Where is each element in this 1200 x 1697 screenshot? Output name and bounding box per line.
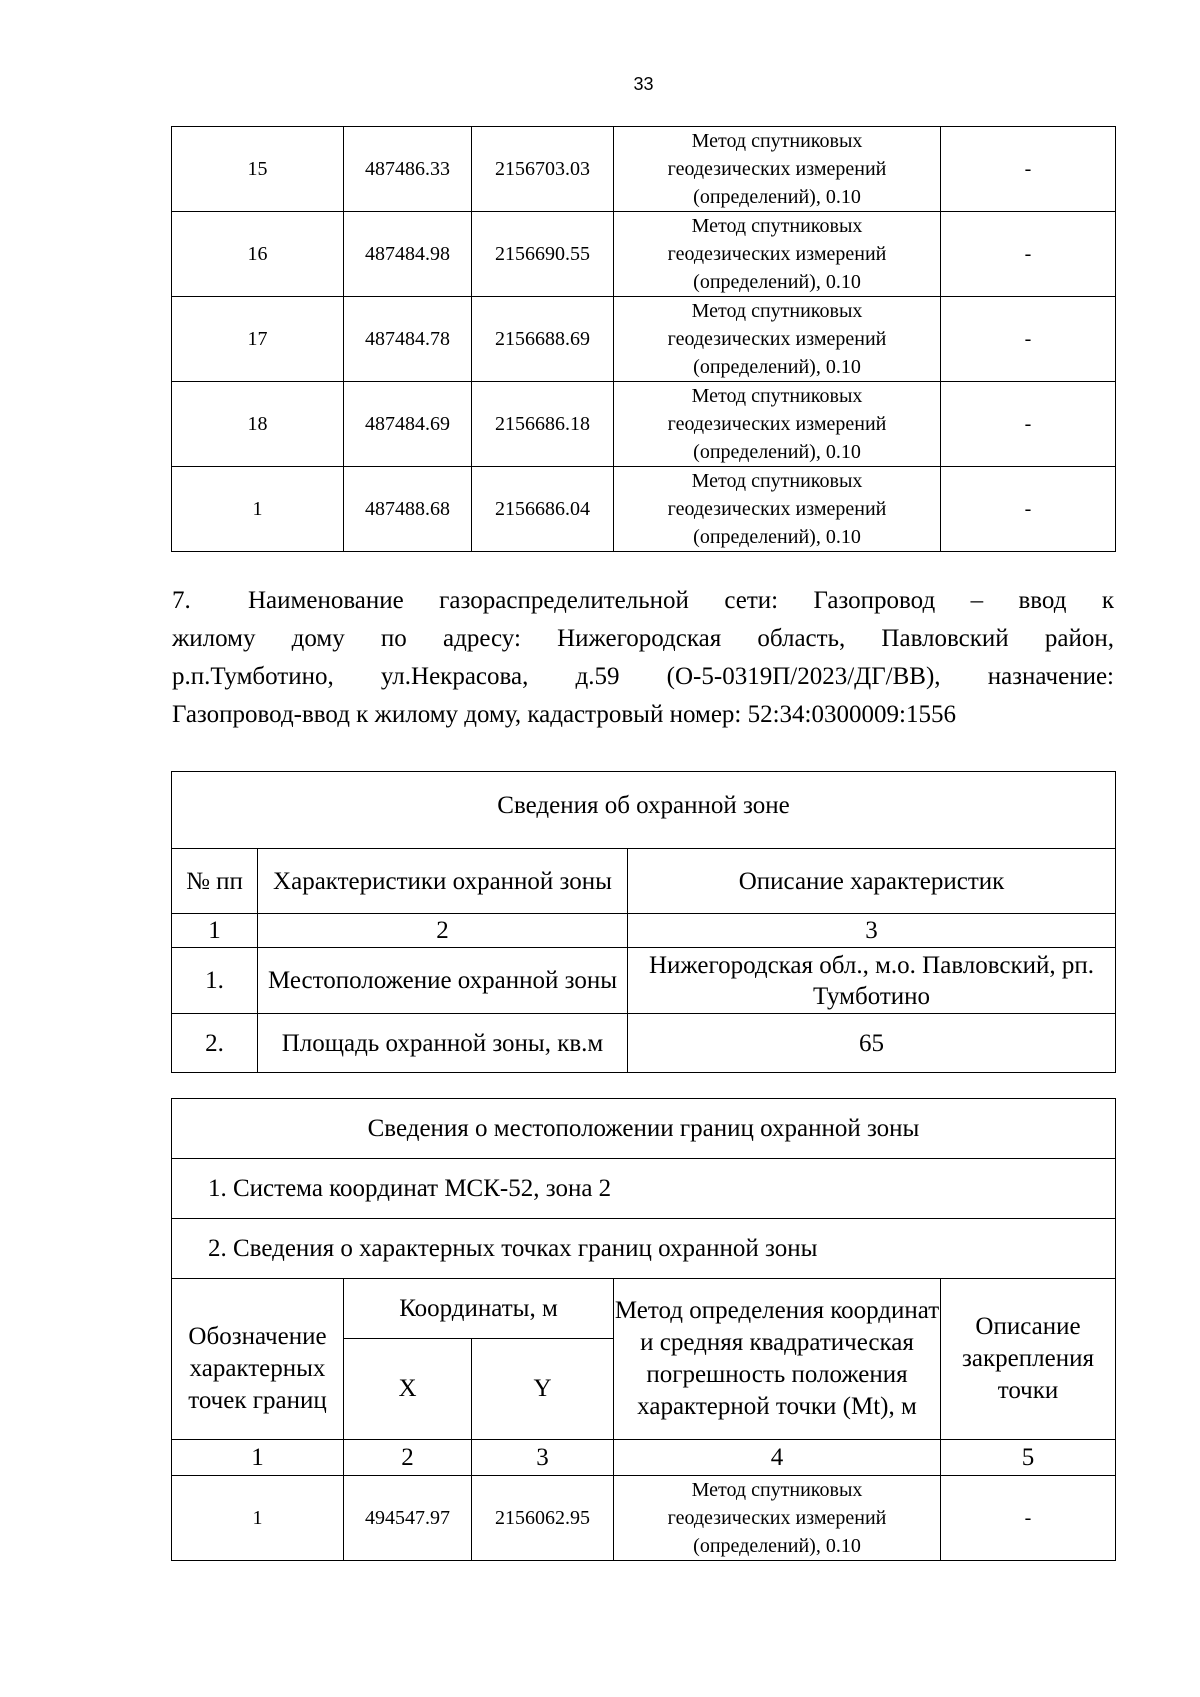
method-line: геодезических измерений [667,243,887,265]
x-cell: 487484.98 [344,212,472,297]
x-cell: 487484.69 [344,382,472,467]
coordinates-table-continued [171,126,1116,552]
protection-zone-table [171,771,1116,1073]
table-row [172,297,1116,382]
index-cell: 1 [172,914,258,948]
method-line: Метод спутниковых [691,470,863,492]
method-cell [614,1476,941,1561]
y-cell: 2156686.18 [472,382,614,467]
paragraph-line: р.п.Тумботино, ул.Некрасова, д.59 (О-5-0319П/2023/ДГ/ВВ), назначение: [172,663,1114,690]
boundary-table [171,1098,1116,1561]
table-row [172,467,1116,552]
method-line: (определений), 0.10 [693,186,861,208]
x-cell: 494547.97 [344,1476,472,1561]
row-characteristic: Местоположение охранной зоны [258,948,628,1014]
header-description: Описание закрепления точки [941,1279,1116,1440]
index-cell: 1 [172,1440,344,1476]
row-description: Нижегородская обл., м.о. Павловский, рп. Тумботино [628,948,1116,1014]
method-line: Метод спутниковых [691,130,863,152]
method-line: (определений), 0.10 [693,526,861,548]
y-cell: 2156062.95 [472,1476,614,1561]
method-line: Метод спутниковых [691,215,863,237]
method-line: геодезических измерений [667,328,887,350]
table-row [172,127,1116,212]
method-line: (определений), 0.10 [693,356,861,378]
index-cell: 5 [941,1440,1116,1476]
point-cell: 1 [172,467,344,552]
point-cell: 1 [172,1476,344,1561]
table-row [172,1014,1116,1073]
method-line: Метод спутниковых [691,385,863,407]
method-line: (определений), 0.10 [693,1535,861,1557]
method-line: геодезических измерений [667,1507,887,1529]
header-x: X [344,1339,472,1440]
index-cell: 4 [614,1440,941,1476]
method-cell [614,212,941,297]
point-cell: 18 [172,382,344,467]
description-cell: - [941,297,1116,382]
method-line: геодезических измерений [667,158,887,180]
section-number: 7. [172,587,191,614]
paragraph-line: Газопровод-ввод к жилому дому, кадастровый номер: 52:34:0300009:1556 [172,701,956,728]
method-cell [614,382,941,467]
index-cell: 2 [258,914,628,948]
description-cell: - [941,1476,1116,1561]
zone-table-title: Сведения об охранной зоне [172,772,1116,849]
method-cell [614,297,941,382]
row-description: 65 [628,1014,1116,1073]
paragraph-line: 7. Наименование газораспределительной сети: Газопровод – ввод к [172,582,1114,620]
x-cell: 487486.33 [344,127,472,212]
x-cell: 487484.78 [344,297,472,382]
x-cell: 487488.68 [344,467,472,552]
y-cell: 2156690.55 [472,212,614,297]
point-cell: 15 [172,127,344,212]
description-cell: - [941,382,1116,467]
header-coordinates: Координаты, м [344,1279,614,1339]
table-row [172,212,1116,297]
description-cell: - [941,127,1116,212]
method-line: геодезических измерений [667,498,887,520]
index-cell: 3 [628,914,1116,948]
header-number: № пп [172,849,258,914]
row-characteristic: Площадь охранной зоны, кв.м [258,1014,628,1073]
y-cell: 2156688.69 [472,297,614,382]
row-number: 1. [172,948,258,1014]
method-cell [614,467,941,552]
header-characteristic: Характеристики охранной зоны [258,849,628,914]
index-cell: 2 [344,1440,472,1476]
page-number: 33 [633,74,654,94]
section-7-paragraph [172,582,1114,734]
description-cell: - [941,467,1116,552]
method-line: геодезических измерений [667,413,887,435]
header-point: Обозначение характерных точек границ [172,1279,344,1440]
header-description: Описание характеристик [628,849,1116,914]
method-line: Метод спутниковых [691,1479,863,1501]
point-cell: 17 [172,297,344,382]
points-title: 2. Сведения о характерных точках границ охранной зоны [172,1219,1116,1279]
table-row [172,382,1116,467]
point-cell: 16 [172,212,344,297]
y-cell: 2156703.03 [472,127,614,212]
method-line: Метод спутниковых [691,300,863,322]
description-cell: - [941,212,1116,297]
method-cell [614,127,941,212]
row-number: 2. [172,1014,258,1073]
header-y: Y [472,1339,614,1440]
method-line: (определений), 0.10 [693,271,861,293]
paragraph-line: жилому дому по адресу: Нижегородская область, Павловский район, [172,625,1114,652]
index-cell: 3 [472,1440,614,1476]
boundary-table-title: Сведения о местоположении границ охранной зоны [172,1099,1116,1159]
table-row [172,1476,1116,1561]
coordinate-system: 1. Система координат МСК-52, зона 2 [172,1159,1116,1219]
method-line: (определений), 0.10 [693,441,861,463]
table-row [172,948,1116,1014]
header-method: Метод определения координат и средняя квадратическая погрешность положения характерной точки (Mt), м [614,1279,941,1440]
y-cell: 2156686.04 [472,467,614,552]
